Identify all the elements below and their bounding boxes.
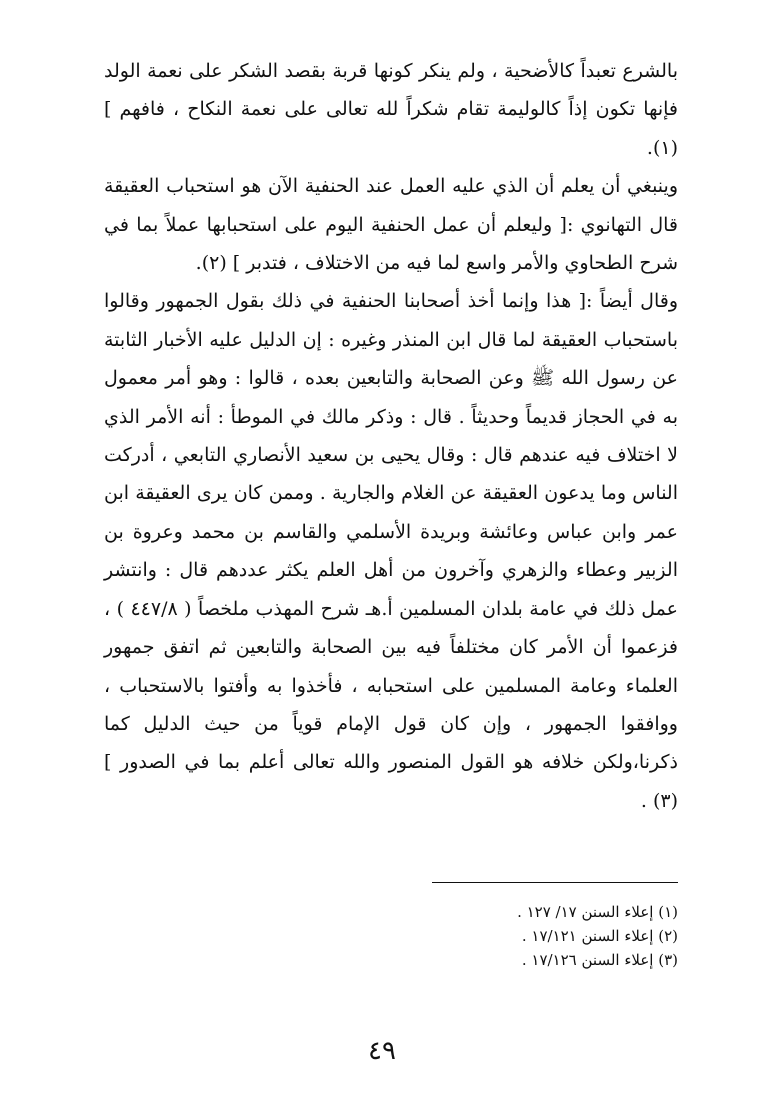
paragraph-1: بالشرع تعبداً كالأضحية ، ولم ينكر كونها قربة بقصد الشكر على نعمة الولد فإنها تكون إذاً كالوليمة تقام شكراً لله تعالى على نعمة النكاح ، فافهم ] (١). (104, 60, 678, 159)
footnote-separator (432, 882, 678, 883)
footnote-3: (٣) إعلاء السنن ١٧/١٢٦ . (521, 951, 678, 969)
footnotes (300, 900, 678, 972)
page-number: ٤٩ (368, 1036, 396, 1066)
footnote-1: (١) إعلاء السنن ١٧/ ١٢٧ . (517, 903, 678, 921)
paragraph-2: وينبغي أن يعلم أن الذي عليه العمل عند الحنفية الآن هو استحباب العقيقة قال التهانوي :[ وليعلم أن عمل الحنفية اليوم على استحبابها عملاً بما في شرح الطحاوي والأمر واسع لما فيه من الاختلاف ، فتدبر ] (٢). (104, 175, 678, 275)
paragraph-3: وقال أيضاً :[ هذا وإنما أخذ أصحابنا الحنفية في ذلك بقول الجمهور وقالوا باستحباب العقيقة لما قال ابن المنذر وغيره : إن الدليل عليه الأخبار الثابتة عن رسول الله ﷺ وعن الصحابة والتابعين بعده ، قالوا : وهو أمر معمول به في الحجاز قديماً وحديثاً . قال : وذكر مالك في الموطأ : أنه الأمر الذي لا اختلاف فيه عندهم قال : وقال يحيى بن سعيد الأنصاري التابعي ، أدركت الناس وما يدعون العقيقة عن الغلام والجارية . وممن كان يرى العقيقة ابن عمر وابن عباس وعائشة وبريدة الأسلمي والقاسم بن محمد وعروة بن الزبير وعطاء والزهري وآخرون من أهل العلم يكثر عددهم قال : وانتشر عمل ذلك في عامة بلدان المسلمين أ.هـ شرح المهذب ملخصاً ( ٤٤٧/٨ ) ، فزعموا أن الأمر كان مختلفاً فيه بين الصحابة والتابعين ثم اتفق جمهور العلماء وعامة المسلمين على استحبابه ، فأخذوا به وأفتوا بالاستحباب ، ووافقوا الجمهور ، وإن كان قول الإمام قوياً من حيث الدليل كما ذكرنا،ولكن خلافه هو القول المنصور والله تعالى أعلم بما في الصدور ] (٣) . (104, 290, 679, 812)
main-text (104, 52, 678, 820)
footnote-2: (٢) إعلاء السنن ١٧/١٢١ . (521, 927, 678, 945)
